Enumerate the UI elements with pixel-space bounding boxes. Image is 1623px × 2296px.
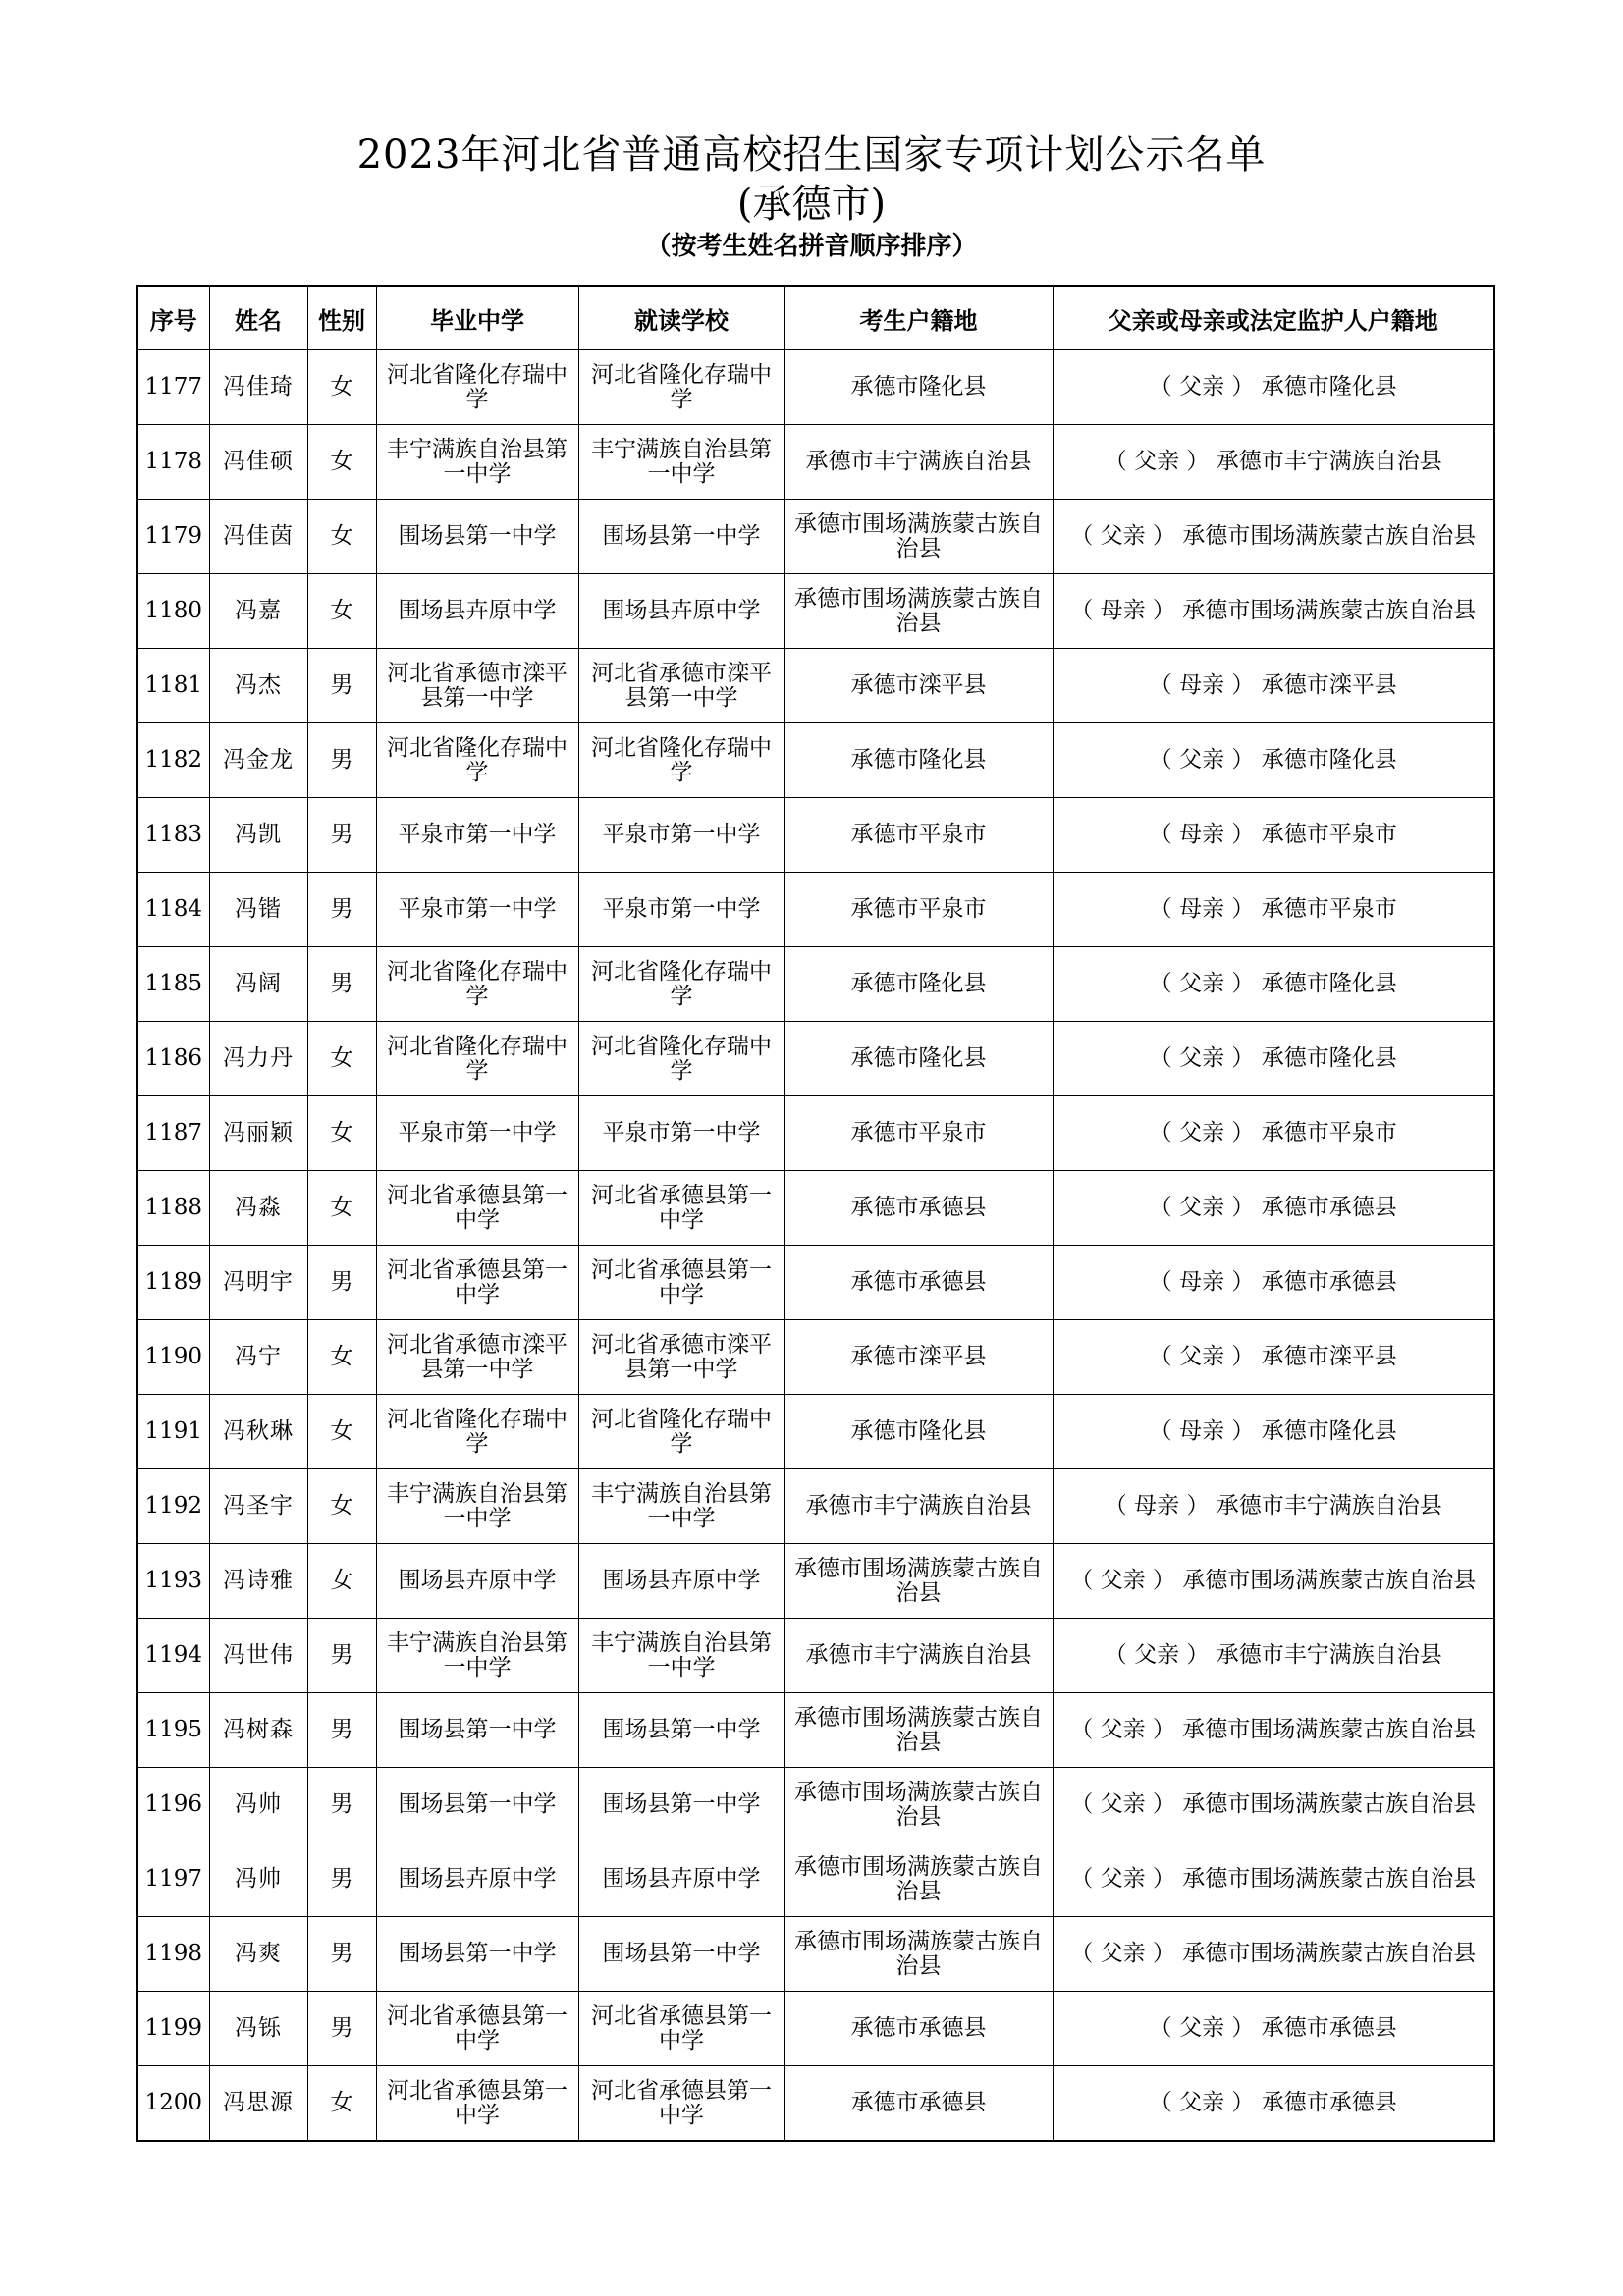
cell-hukou: 承德市围场满族蒙古族自治县: [784, 500, 1053, 574]
cell-parent-hukou: （ 父亲 ） 承德市隆化县: [1053, 1022, 1494, 1096]
cell-gender: 女: [307, 425, 376, 500]
cell-gender: 女: [307, 2066, 376, 2142]
cell-name: 冯爽: [209, 1917, 307, 1992]
cell-study-school: 河北省承德县第一中学: [578, 1992, 784, 2066]
cell-parent-hukou: （ 母亲 ） 承德市承德县: [1053, 1246, 1494, 1320]
cell-hukou: 承德市滦平县: [784, 649, 1053, 723]
table-row: [137, 1022, 1494, 1096]
cell-parent-hukou: （ 父亲 ） 承德市隆化县: [1053, 350, 1494, 425]
table-row: [137, 574, 1494, 649]
cell-hukou: 承德市丰宁满族自治县: [784, 425, 1053, 500]
cell-parent-hukou: （ 父亲 ） 承德市隆化县: [1053, 723, 1494, 798]
cell-study-school: 河北省承德市滦平县第一中学: [578, 1320, 784, 1395]
cell-no: 1192: [137, 1469, 209, 1544]
cell-grad-school: 平泉市第一中学: [376, 1096, 578, 1171]
cell-study-school: 围场县卉原中学: [578, 1544, 784, 1619]
cell-gender: 女: [307, 1022, 376, 1096]
cell-hukou: 承德市平泉市: [784, 1096, 1053, 1171]
cell-study-school: 河北省隆化存瑞中学: [578, 947, 784, 1022]
cell-study-school: 河北省承德县第一中学: [578, 1171, 784, 1246]
cell-grad-school: 河北省隆化存瑞中学: [376, 350, 578, 425]
cell-no: 1186: [137, 1022, 209, 1096]
cell-no: 1183: [137, 798, 209, 873]
cell-parent-hukou: （ 父亲 ） 承德市围场满族蒙古族自治县: [1053, 1917, 1494, 1992]
table-row: [137, 649, 1494, 723]
cell-gender: 女: [307, 1096, 376, 1171]
cell-no: 1191: [137, 1395, 209, 1469]
cell-name: 冯秋琳: [209, 1395, 307, 1469]
cell-grad-school: 河北省隆化存瑞中学: [376, 1395, 578, 1469]
cell-no: 1196: [137, 1768, 209, 1842]
cell-name: 冯思源: [209, 2066, 307, 2142]
cell-study-school: 河北省隆化存瑞中学: [578, 350, 784, 425]
cell-name: 冯淼: [209, 1171, 307, 1246]
table-row: [137, 873, 1494, 947]
cell-parent-hukou: （ 母亲 ） 承德市丰宁满族自治县: [1053, 1469, 1494, 1544]
cell-grad-school: 平泉市第一中学: [376, 798, 578, 873]
cell-parent-hukou: （ 父亲 ） 承德市围场满族蒙古族自治县: [1053, 1693, 1494, 1768]
cell-grad-school: 河北省承德县第一中学: [376, 1992, 578, 2066]
cell-gender: 男: [307, 1619, 376, 1693]
cell-no: 1177: [137, 350, 209, 425]
cell-gender: 男: [307, 1768, 376, 1842]
cell-grad-school: 平泉市第一中学: [376, 873, 578, 947]
cell-name: 冯锴: [209, 873, 307, 947]
cell-name: 冯杰: [209, 649, 307, 723]
cell-grad-school: 围场县第一中学: [376, 500, 578, 574]
cell-no: 1197: [137, 1842, 209, 1917]
cell-name: 冯阔: [209, 947, 307, 1022]
column-header-gender: 性别: [307, 286, 376, 350]
cell-hukou: 承德市滦平县: [784, 1320, 1053, 1395]
cell-gender: 女: [307, 1171, 376, 1246]
cell-hukou: 承德市平泉市: [784, 873, 1053, 947]
cell-study-school: 围场县第一中学: [578, 500, 784, 574]
cell-grad-school: 丰宁满族自治县第一中学: [376, 1469, 578, 1544]
cell-parent-hukou: （ 父亲 ） 承德市隆化县: [1053, 947, 1494, 1022]
cell-grad-school: 丰宁满族自治县第一中学: [376, 1619, 578, 1693]
cell-no: 1198: [137, 1917, 209, 1992]
cell-name: 冯圣宇: [209, 1469, 307, 1544]
cell-name: 冯金龙: [209, 723, 307, 798]
page-subtitle: (承德市): [736, 182, 887, 227]
cell-study-school: 河北省承德县第一中学: [578, 2066, 784, 2142]
cell-study-school: 围场县卉原中学: [578, 574, 784, 649]
cell-study-school: 河北省隆化存瑞中学: [578, 1395, 784, 1469]
cell-grad-school: 河北省承德市滦平县第一中学: [376, 1320, 578, 1395]
cell-grad-school: 河北省承德县第一中学: [376, 1171, 578, 1246]
table-row: [137, 1917, 1494, 1992]
column-header-parent-hukou: 父亲或母亲或法定监护人户籍地: [1053, 286, 1494, 350]
table-row: [137, 1246, 1494, 1320]
table-row: [137, 947, 1494, 1022]
cell-name: 冯佳琦: [209, 350, 307, 425]
table-row: [137, 1320, 1494, 1395]
cell-hukou: 承德市围场满族蒙古族自治县: [784, 1917, 1053, 1992]
cell-grad-school: 围场县卉原中学: [376, 574, 578, 649]
cell-gender: 男: [307, 947, 376, 1022]
cell-no: 1179: [137, 500, 209, 574]
cell-name: 冯帅: [209, 1842, 307, 1917]
cell-grad-school: 河北省承德市滦平县第一中学: [376, 649, 578, 723]
cell-gender: 男: [307, 1842, 376, 1917]
cell-gender: 女: [307, 350, 376, 425]
table-row: [137, 350, 1494, 425]
column-header-grad-school: 毕业中学: [376, 286, 578, 350]
table-row: [137, 1619, 1494, 1693]
cell-hukou: 承德市承德县: [784, 1171, 1053, 1246]
cell-study-school: 平泉市第一中学: [578, 873, 784, 947]
cell-name: 冯宁: [209, 1320, 307, 1395]
table-row: [137, 1842, 1494, 1917]
cell-hukou: 承德市隆化县: [784, 1022, 1053, 1096]
cell-parent-hukou: （ 父亲 ） 承德市丰宁满族自治县: [1053, 1619, 1494, 1693]
column-header-study-school: 就读学校: [578, 286, 784, 350]
cell-parent-hukou: （ 母亲 ） 承德市滦平县: [1053, 649, 1494, 723]
cell-hukou: 承德市隆化县: [784, 947, 1053, 1022]
cell-name: 冯嘉: [209, 574, 307, 649]
cell-name: 冯世伟: [209, 1619, 307, 1693]
cell-parent-hukou: （ 母亲 ） 承德市平泉市: [1053, 798, 1494, 873]
cell-no: 1178: [137, 425, 209, 500]
column-header-hukou: 考生户籍地: [784, 286, 1053, 350]
cell-hukou: 承德市隆化县: [784, 723, 1053, 798]
table-row: [137, 1768, 1494, 1842]
table-row: [137, 1469, 1494, 1544]
cell-no: 1187: [137, 1096, 209, 1171]
cell-study-school: 围场县卉原中学: [578, 1842, 784, 1917]
cell-parent-hukou: （ 父亲 ） 承德市围场满族蒙古族自治县: [1053, 1842, 1494, 1917]
cell-hukou: 承德市隆化县: [784, 350, 1053, 425]
cell-grad-school: 围场县第一中学: [376, 1693, 578, 1768]
cell-gender: 男: [307, 1917, 376, 1992]
cell-gender: 男: [307, 649, 376, 723]
table-row: [137, 1096, 1494, 1171]
cell-study-school: 河北省承德市滦平县第一中学: [578, 649, 784, 723]
admission-list-table: [136, 285, 1495, 2142]
cell-hukou: 承德市承德县: [784, 1246, 1053, 1320]
cell-no: 1194: [137, 1619, 209, 1693]
cell-hukou: 承德市围场满族蒙古族自治县: [784, 1842, 1053, 1917]
cell-hukou: 承德市丰宁满族自治县: [784, 1469, 1053, 1544]
cell-study-school: 丰宁满族自治县第一中学: [578, 1469, 784, 1544]
cell-parent-hukou: （ 父亲 ） 承德市围场满族蒙古族自治县: [1053, 1768, 1494, 1842]
cell-no: 1180: [137, 574, 209, 649]
cell-study-school: 平泉市第一中学: [578, 798, 784, 873]
cell-gender: 男: [307, 798, 376, 873]
cell-gender: 女: [307, 1320, 376, 1395]
cell-parent-hukou: （ 母亲 ） 承德市平泉市: [1053, 873, 1494, 947]
cell-gender: 男: [307, 1693, 376, 1768]
cell-study-school: 围场县第一中学: [578, 1768, 784, 1842]
cell-gender: 女: [307, 1544, 376, 1619]
cell-hukou: 承德市围场满族蒙古族自治县: [784, 1544, 1053, 1619]
cell-hukou: 承德市围场满族蒙古族自治县: [784, 574, 1053, 649]
cell-no: 1190: [137, 1320, 209, 1395]
cell-grad-school: 围场县第一中学: [376, 1768, 578, 1842]
table-row: [137, 1395, 1494, 1469]
cell-study-school: 围场县第一中学: [578, 1693, 784, 1768]
cell-gender: 男: [307, 1246, 376, 1320]
table-row: [137, 1992, 1494, 2066]
cell-no: 1182: [137, 723, 209, 798]
cell-gender: 男: [307, 723, 376, 798]
cell-no: 1199: [137, 1992, 209, 2066]
table-row: [137, 1171, 1494, 1246]
table-row: [137, 723, 1494, 798]
cell-name: 冯丽颖: [209, 1096, 307, 1171]
cell-gender: 女: [307, 500, 376, 574]
cell-study-school: 河北省承德县第一中学: [578, 1246, 784, 1320]
cell-name: 冯铄: [209, 1992, 307, 2066]
cell-name: 冯明宇: [209, 1246, 307, 1320]
cell-no: 1188: [137, 1171, 209, 1246]
sort-note: （按考生姓名拼音顺序排序）: [645, 232, 978, 261]
cell-gender: 女: [307, 1395, 376, 1469]
cell-parent-hukou: （ 父亲 ） 承德市围场满族蒙古族自治县: [1053, 1544, 1494, 1619]
page-title: 2023年河北省普通高校招生国家专项计划公示名单: [356, 133, 1267, 178]
cell-study-school: 河北省隆化存瑞中学: [578, 723, 784, 798]
cell-name: 冯佳茵: [209, 500, 307, 574]
cell-hukou: 承德市承德县: [784, 2066, 1053, 2142]
cell-name: 冯树森: [209, 1693, 307, 1768]
cell-name: 冯帅: [209, 1768, 307, 1842]
cell-no: 1185: [137, 947, 209, 1022]
cell-gender: 男: [307, 873, 376, 947]
cell-grad-school: 河北省隆化存瑞中学: [376, 723, 578, 798]
cell-no: 1200: [137, 2066, 209, 2142]
cell-gender: 女: [307, 574, 376, 649]
cell-hukou: 承德市平泉市: [784, 798, 1053, 873]
cell-study-school: 河北省隆化存瑞中学: [578, 1022, 784, 1096]
column-header-no: 序号: [137, 286, 209, 350]
table-row: [137, 500, 1494, 574]
column-header-name: 姓名: [209, 286, 307, 350]
table-row: [137, 2066, 1494, 2142]
cell-no: 1184: [137, 873, 209, 947]
cell-parent-hukou: （ 父亲 ） 承德市丰宁满族自治县: [1053, 425, 1494, 500]
cell-parent-hukou: （ 父亲 ） 承德市平泉市: [1053, 1096, 1494, 1171]
cell-hukou: 承德市围场满族蒙古族自治县: [784, 1693, 1053, 1768]
cell-grad-school: 丰宁满族自治县第一中学: [376, 425, 578, 500]
cell-study-school: 围场县第一中学: [578, 1917, 784, 1992]
cell-grad-school: 河北省隆化存瑞中学: [376, 1022, 578, 1096]
cell-grad-school: 河北省承德县第一中学: [376, 2066, 578, 2142]
table-row: [137, 1693, 1494, 1768]
cell-gender: 女: [307, 1469, 376, 1544]
cell-grad-school: 河北省隆化存瑞中学: [376, 947, 578, 1022]
table-row: [137, 425, 1494, 500]
table-header-row: [137, 286, 1494, 350]
cell-parent-hukou: （ 母亲 ） 承德市隆化县: [1053, 1395, 1494, 1469]
table-row: [137, 798, 1494, 873]
cell-parent-hukou: （ 母亲 ） 承德市围场满族蒙古族自治县: [1053, 574, 1494, 649]
cell-grad-school: 围场县卉原中学: [376, 1842, 578, 1917]
table-row: [137, 1544, 1494, 1619]
cell-parent-hukou: （ 父亲 ） 承德市承德县: [1053, 1171, 1494, 1246]
cell-name: 冯诗雅: [209, 1544, 307, 1619]
cell-gender: 男: [307, 1992, 376, 2066]
cell-parent-hukou: （ 父亲 ） 承德市承德县: [1053, 1992, 1494, 2066]
cell-no: 1189: [137, 1246, 209, 1320]
cell-study-school: 丰宁满族自治县第一中学: [578, 425, 784, 500]
cell-no: 1195: [137, 1693, 209, 1768]
cell-hukou: 承德市承德县: [784, 1992, 1053, 2066]
cell-study-school: 平泉市第一中学: [578, 1096, 784, 1171]
cell-hukou: 承德市丰宁满族自治县: [784, 1619, 1053, 1693]
cell-parent-hukou: （ 父亲 ） 承德市滦平县: [1053, 1320, 1494, 1395]
table-body: [137, 350, 1494, 2142]
cell-no: 1193: [137, 1544, 209, 1619]
cell-hukou: 承德市隆化县: [784, 1395, 1053, 1469]
cell-name: 冯佳硕: [209, 425, 307, 500]
cell-grad-school: 围场县卉原中学: [376, 1544, 578, 1619]
cell-grad-school: 河北省承德县第一中学: [376, 1246, 578, 1320]
cell-study-school: 丰宁满族自治县第一中学: [578, 1619, 784, 1693]
cell-hukou: 承德市围场满族蒙古族自治县: [784, 1768, 1053, 1842]
cell-name: 冯力丹: [209, 1022, 307, 1096]
cell-parent-hukou: （ 父亲 ） 承德市承德县: [1053, 2066, 1494, 2142]
cell-parent-hukou: （ 父亲 ） 承德市围场满族蒙古族自治县: [1053, 500, 1494, 574]
cell-name: 冯凯: [209, 798, 307, 873]
cell-no: 1181: [137, 649, 209, 723]
cell-grad-school: 围场县第一中学: [376, 1917, 578, 1992]
